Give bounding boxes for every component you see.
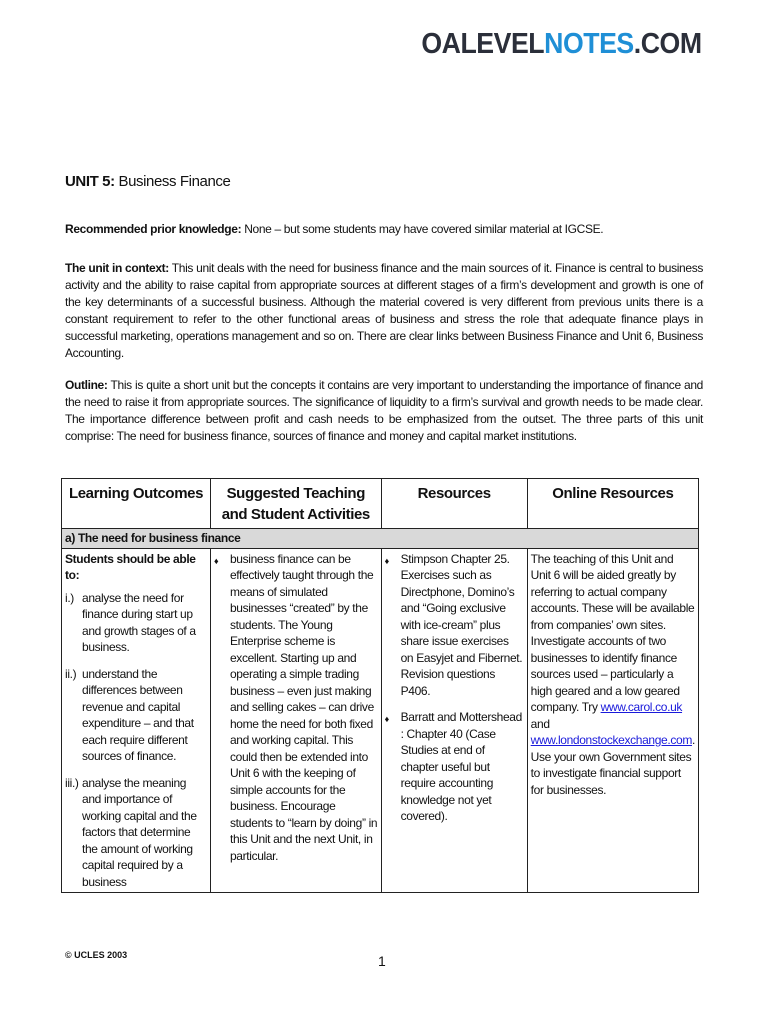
logo-text-part2: NOTES [544,28,635,60]
online-text: The teaching of this Unit and Unit 6 will be aided greatly by referring to actual company accounts. These will be available from companies’ own sites. Investigate accounts of two businesses to identify finance sources used – particularly a high geared and a low geared company. Try [530,551,695,714]
online-resources-cell [527,548,698,893]
outcome-number: i.) [65,590,74,605]
header-online-resources: Online Resources [527,479,698,529]
resource-text: Barratt and Mottershead : Chapter 40 (Case Studies at end of chapter useful but require accounting knowledge not yet covered). [400,710,522,823]
outcome-text: understand the differences between revenue and capital expenditure – and that each require different sources of finance. [82,666,194,763]
unit-context-paragraph [65,260,703,362]
table-row [62,548,699,893]
logo-text-part1: OALEVEL [421,28,545,60]
diamond-bullet-icon: ♦ [384,714,389,724]
outcome-item [65,590,207,656]
section-row [62,529,699,549]
learning-outcomes-cell [62,548,211,893]
diamond-bullet-icon: ♦ [384,555,389,566]
unit-context-text: This unit deals with the need for business finance and the main sources of it. Finance is central to business activity and the ability to raise capital from appropriate sources at different stages of a firm’s development and growth is one of the key determinants of a successful business. Although the material covered is very different from previous units there is a constant requirement to refer to the other functional areas of business and stress the role that adequate finance plays in successful marketing, operations management and so on. There are clear links between Business Finance and Unit 6, Business Accounting. [65,261,703,360]
carol-link[interactable]: www.carol.co.uk [600,700,683,714]
outline-label: Outline: [65,378,108,392]
outline-paragraph [65,377,703,445]
prior-knowledge-label: Recommended prior knowledge: [65,222,242,236]
resource-item [385,709,524,825]
london-stock-exchange-link[interactable]: www.londonstockexchange.com [530,733,692,747]
online-text: . Use your own Government sites to investigate financial support for businesses. [530,733,695,797]
teaching-text: business finance can be effectively taught through the means of simulated businesses “created” by the students. The Young Enterprise scheme is excellent. Starting up and operating a simple trading business – even just making and selling cakes – can drive home the need for both fixed and working capital. This could then be extended into Unit 6 with the keeping of simple accounts for the business. Encourage students to “learn by doing” in this Unit and the next Unit, in particular. [229,551,378,863]
header-learning-outcomes: Learning Outcomes [62,479,211,529]
site-logo [422,28,702,61]
resource-text: Stimpson Chapter 25. Exercises such as Directphone, Domino’s and “Going exclusive with ice-cream” plus share issue exercises on Easyjet and Fibernet. Revision questions P406. [400,551,523,698]
students-label: Students should be able to: [65,551,196,582]
outcome-number: iii.) [65,775,79,790]
teaching-activities-cell [210,548,381,893]
unit-label: UNIT 5: [65,173,115,190]
outcome-item [65,775,207,891]
header-resources: Resources [381,479,527,529]
copyright-footer: © UCLES 2003 [65,950,128,960]
teaching-bullet-item [214,551,378,865]
outline-text: This is quite a short unit but the concepts it contains are very important to understanding the importance of finance and the need to raise it from appropriate sources. The significance of liquidity to a firm’s survival and growth needs to be made clear. The importance difference between profit and cash needs to be emphasized from the outset. The three parts of this unit comprise: The need for business finance, sources of finance and money and capital market institutions. [65,378,703,443]
header-suggested-teaching: Suggested Teaching and Student Activities [210,479,381,529]
unit-title [65,173,230,190]
diamond-bullet-icon: ♦ [213,555,219,566]
resource-item [385,551,524,700]
prior-knowledge-paragraph [65,221,703,238]
outcome-text: analyse the need for finance during start up and growth stages of a business. [82,590,196,654]
section-title: a) The need for business finance [62,529,699,549]
scheme-of-work-table [61,478,699,893]
page-number: 1 [378,953,386,969]
outcome-item [65,666,207,765]
unit-context-label: The unit in context: [65,261,169,275]
resources-cell [381,548,527,893]
unit-name: Business Finance [114,173,231,190]
prior-knowledge-text: None – but some students may have covered similar material at IGCSE. [241,222,604,236]
table-header-row [62,479,699,529]
outcome-text: analyse the meaning and importance of working capital and the factors that determine the amount of working capital required by a business [82,775,197,889]
online-text: and [530,716,550,731]
outcome-number: ii.) [65,666,77,681]
logo-text-part3: .COM [634,28,702,60]
